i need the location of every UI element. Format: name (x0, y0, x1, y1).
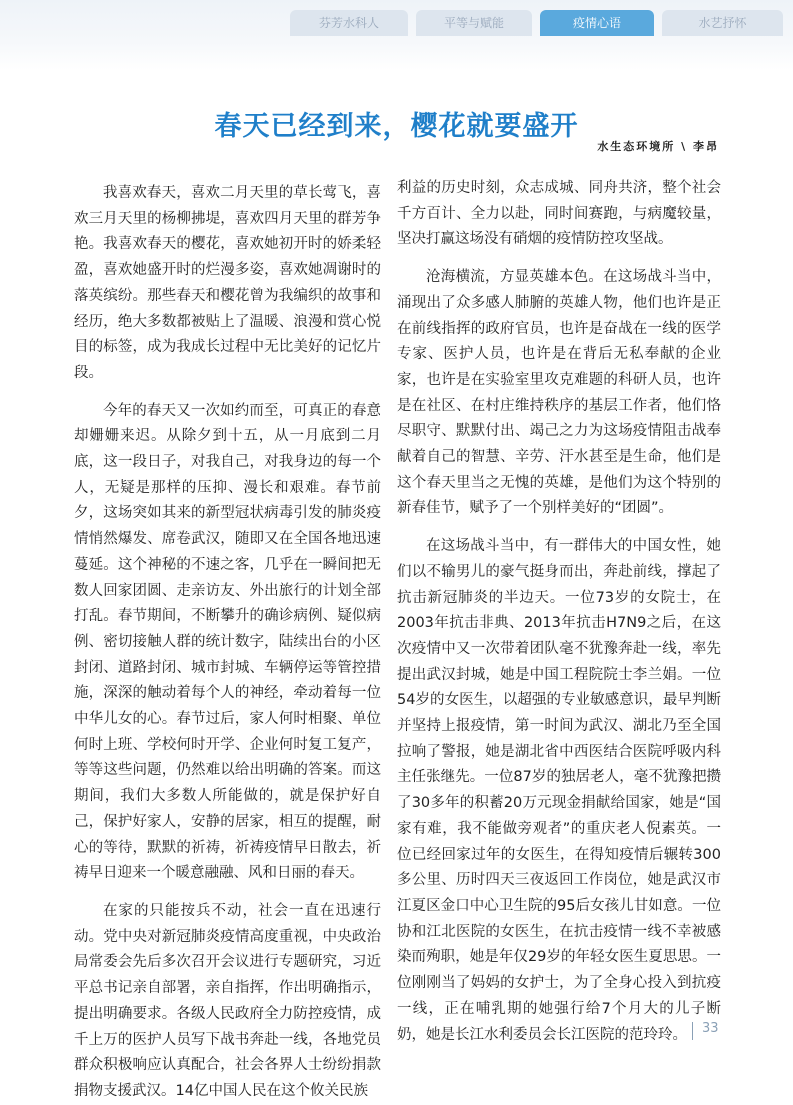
paragraph: 今年的春天又一次如约而至，可真正的春意却姗姗来迟。从除夕到十五，从一月底到二月底，这一段日子，对我自己，对我身边的每一个人，无疑是那样的压抑、漫长和艰难。春节前夕，这场突如其来的新型冠状病毒引发的肺炎疫情悄然爆发、席卷武汉，随即又在全国各地迅速蔓延。这个神秘的不速之客，几乎在一瞬间把无数人回家团圆、走亲访友、外出旅行的计划全部打乱。春节期间，不断攀升的确诊病例、疑似病例、密切接触人群的统计数字，陆续出台的小区封闭、道路封闭、城市封城、车辆停运等管控措施，深深的触动着每个人的神经，牵动着每一位中华儿女的心。春节过后，家人何时相聚、单位何时上班、学校何时开学、企业何时复工复产，等等这些问题，仍然难以给出明确的答案。而这期间，我们大多数人所能做的，就是保护好自己，保护好家人，安静的居家，相互的提醒，耐心的等待，默默的祈祷，祈祷疫情早日散去，祈祷早日迎来一个暖意融融、风和日丽的春天。 (74, 402, 381, 882)
paragraph: 我喜欢春天，喜欢二月天里的草长莺飞，喜欢三月天里的杨柳拂堤，喜欢四月天里的群芳争艳。我喜欢春天的樱花，喜欢她初开时的娇柔轻盈，喜欢她盛开时的烂漫多姿，喜欢她凋谢时的落英缤纷。那些春天和樱花曾为我编织的故事和经历，绝大多数都被贴上了温暖、浪漫和赏心悦目的标签，成为我成长过程中无比美好的记忆片段。 (74, 185, 381, 381)
section-tabs (290, 10, 793, 36)
page-number-divider (692, 1022, 693, 1040)
tab-shuiyi-shuhuai[interactable]: 水艺抒怀 (662, 10, 783, 36)
tab-yiqing-xinyu[interactable]: 疫情心语 (540, 10, 654, 36)
tab-pingdeng-funeng[interactable]: 平等与赋能 (416, 10, 532, 36)
page-number: 33 (702, 1021, 719, 1036)
paragraph: 在家的只能按兵不动，社会一直在迅速行动。党中央对新冠肺炎疫情高度重视，中央政治局常委会先后多次召开会议进行专题研究，习近平总书记亲自部署，亲自指挥，作出明确指示，提出明确要求。各级人民政府全力防控疫情，成千上万的医护人员写下战书奔赴一线，各地党员群众积极响应认真配合，社会各界人士纷纷捐款捐物支援武汉。14亿中国人民在这个攸关民族 (74, 902, 381, 1099)
article-byline: 水生态环境所 \ 李昂 (597, 140, 719, 153)
left-column (74, 181, 381, 1105)
paragraph: 在这场战斗当中，有一群伟大的中国女性，她们以不输男儿的豪气挺身而出，奔赴前线，撑起了抗击新冠肺炎的半边天。一位73岁的女院士，在2003年抗击非典、2013年抗击H7N9之后，在这次疫情中又一次带着团队毫不犹豫奔赴一线，率先提出武汉封城，她是中国工程院院士李兰娟。一位54岁的女医生，以超强的专业敏感意识，最早判断并坚持上报疫情，第一时间为武汉、湖北乃至全国拉响了警报，她是湖北省中西医结合医院呼吸内科主任张继先。一位87岁的独居老人，毫不犹豫把攒了30多年的积蓄20万元现金捐献给国家，她是“国家有难，我不能做旁观者”的重庆老人倪素英。一位已经回家过年的女医生，在得知疫情后辗转300多公里、历时四天三夜返回工作岗位，她是武汉市江夏区金口中心卫生院的95后女孩儿甘如意。一位协和江北医院的女医生，在抗击疫情一线不幸被感染而殉职，她是年仅29岁的年轻女医生夏思思。一位刚刚当了妈妈的女护士，为了全身心投入到抗疫一线，正在哺乳期的她强行给7个月大的儿子断奶，她是长江水利委员会长江医院的范玲玲。 (397, 538, 721, 1043)
paragraph-continued: 利益的历史时刻，众志成城、同舟共济，整个社会千方百计、全力以赴，同时间赛跑，与病魔较量，坚决打赢这场没有硝烟的疫情防控攻坚战。 (397, 180, 721, 248)
tab-fenfang-shuikeren[interactable]: 芬芳水科人 (290, 10, 408, 36)
article-title: 春天已经到来，樱花就要盛开 (214, 111, 579, 143)
right-column (397, 176, 721, 1048)
paragraph: 沧海横流，方显英雄本色。在这场战斗当中，涌现出了众多感人肺腑的英雄人物，他们也许是正在前线指挥的政府官员，也许是奋战在一线的医学专家、医护人员，也许是在背后无私奉献的企业家，也许是在实验室里攻克难题的科研人员，也许是在社区、在村庄维持秩序的基层工作者，他们恪尽职守、默默付出、竭己之力为这场疫情阻击战奉献着自己的智慧、辛劳、汗水甚至是生命，他们是这个春天里当之无愧的英雄，是他们为这个特别的新春佳节，赋予了一个别样美好的“团圆”。 (397, 269, 721, 517)
